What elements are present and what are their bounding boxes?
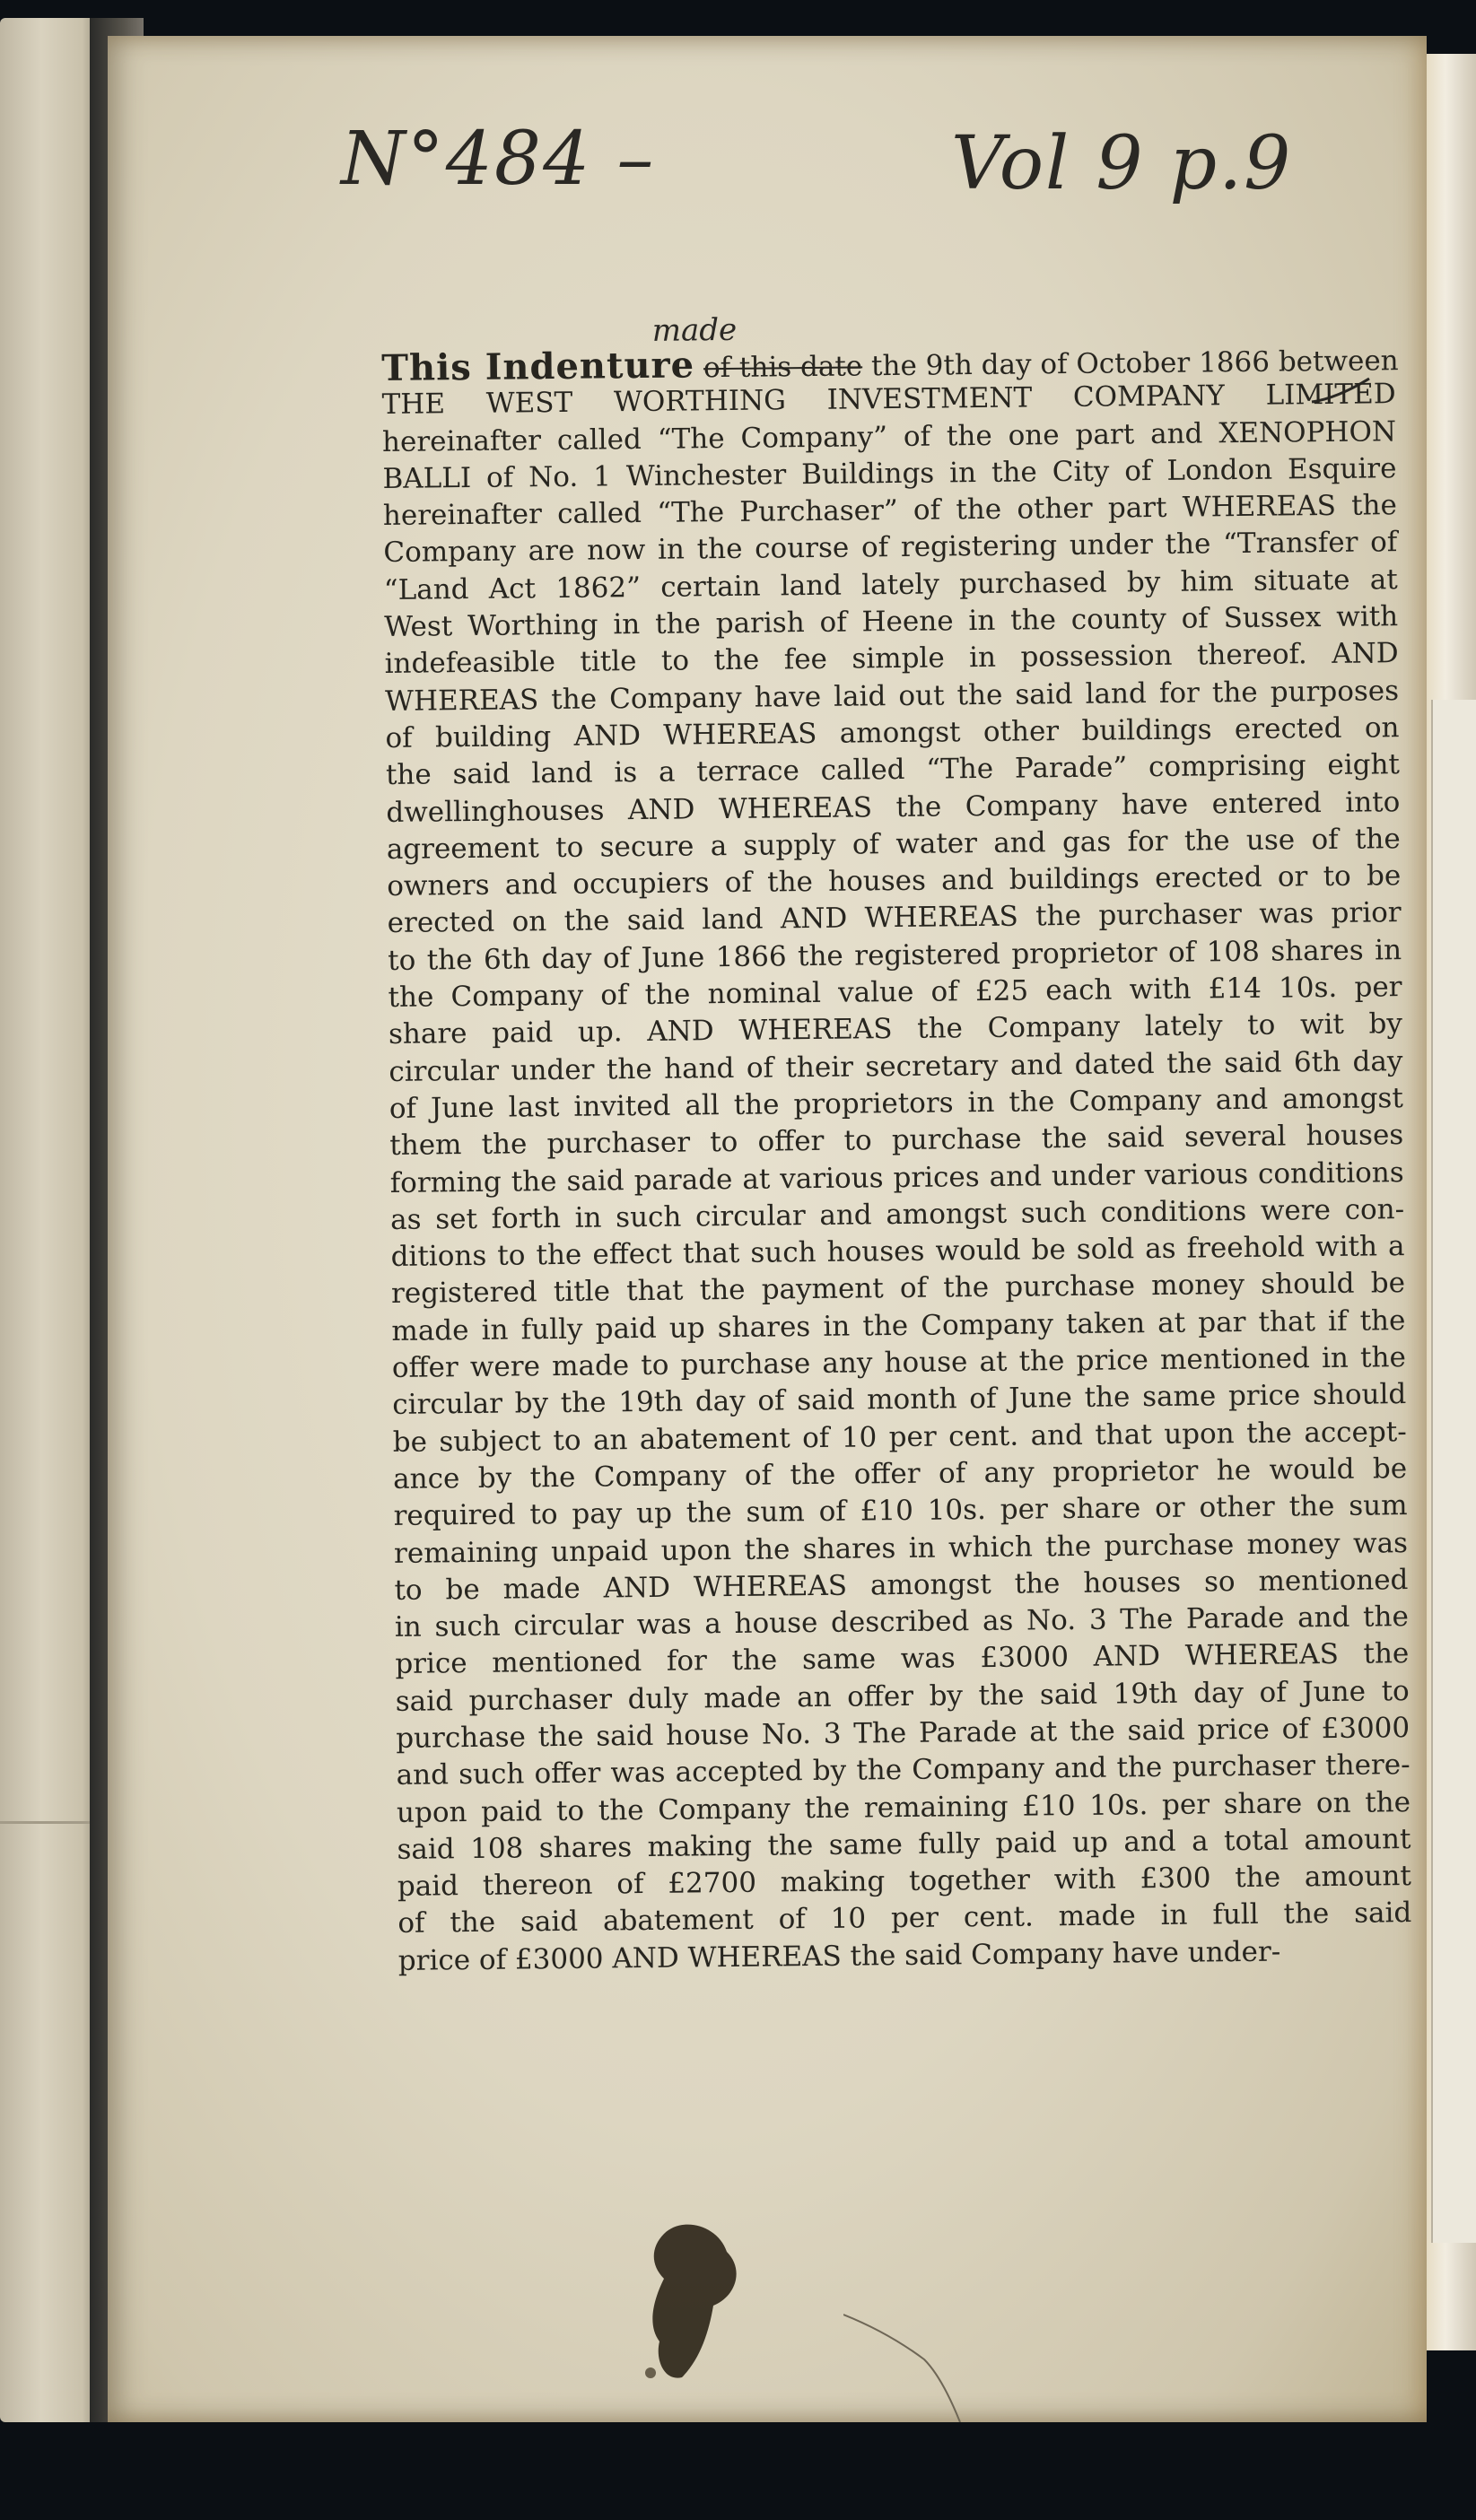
deed-line: as set forth in such circular and amongst such conditions were con-: [389, 1192, 1405, 1236]
handwritten-volume-ref: Vol 9 p.9: [951, 121, 1293, 206]
inserted-word: made: [651, 311, 738, 349]
left-page-fold: [0, 1821, 103, 1824]
deed-line: circular by the 19th day of said month of June the same price should: [392, 1378, 1407, 1422]
deed-line: THE WEST WORTHING INVESTMENT COMPANY LIMITED: [381, 378, 1396, 422]
deed-line: offer were made to purchase any house at the price mentioned in the: [391, 1341, 1407, 1384]
deed-line: be subject to an abatement of 10 per cent. and that upon the accept-: [392, 1415, 1407, 1459]
deed-line: said 108 shares making the same fully paid up and a total amount: [397, 1822, 1411, 1866]
deed-line: owners and occupiers of the houses and buildings erected or to be: [387, 859, 1402, 903]
deed-line: forming the said parade at various prices and under various conditions: [389, 1155, 1404, 1199]
deed-line: share paid up. AND WHEREAS the Company lately to wit by: [388, 1007, 1403, 1051]
deed-line: “Land Act 1862” certain land lately purchased by him situate at: [383, 562, 1398, 606]
deed-line: and such offer was accepted by the Company and the purchaser there-: [396, 1748, 1410, 1792]
deed-line: them the purchaser to offer to purchase the said several houses: [389, 1119, 1404, 1163]
deed-first-line-rest: the 9th day of October 1866 between: [870, 344, 1399, 383]
deed-line: to the 6th day of June 1866 the registered proprietor of 108 shares in: [387, 933, 1402, 977]
deed-line: BALLI of No. 1 Winchester Buildings in the City of London Esquire: [382, 452, 1397, 495]
document-page: [108, 36, 1427, 2422]
deed-lines: [381, 376, 1412, 1980]
deed-line: ditions to the effect that such houses would be sold as freehold with a: [390, 1230, 1405, 1274]
deed-line: hereinafter called “The Company” of the one part and XENOPHON: [381, 414, 1397, 458]
ink-stain: [628, 2216, 754, 2386]
deed-line: of building AND WHEREAS amongst other buildings erected on: [385, 711, 1400, 754]
deed-line: to be made AND WHEREAS amongst the houses so mentioned: [394, 1563, 1409, 1607]
deed-line: the said land is a terrace called “The Parade” comprising eight: [385, 748, 1401, 792]
paper-crease: [843, 2297, 978, 2422]
deed-text: [380, 311, 1412, 1980]
deed-line: in such circular was a house described as No. 3 The Parade and the: [394, 1600, 1410, 1644]
deed-line: registered title that the payment of the purchase money should be: [390, 1267, 1406, 1311]
deed-line: the Company of the nominal value of £25 each with £14 10s. per: [388, 971, 1402, 1015]
struck-text: of this date: [703, 350, 863, 385]
deed-line: upon paid to the Company the remaining £10 10s. per share on the: [396, 1785, 1411, 1829]
deed-line: price mentioned for the same was £3000 AND WHEREAS the: [395, 1637, 1410, 1681]
handwritten-ref-number: N°484 –: [341, 117, 656, 202]
inserted-slip-edge: [1431, 700, 1476, 2243]
deed-line: indefeasible title to the fee simple in possession thereof. AND: [384, 637, 1399, 681]
deed-line: hereinafter called “The Purchaser” of the other part WHEREAS the: [382, 489, 1398, 533]
deed-line: erected on the said land AND WHEREAS the purchaser was prior: [387, 896, 1402, 940]
deed-line: of June last invited all the proprietors in the Company and amongst: [389, 1082, 1403, 1125]
deed-line: paid thereon of £2700 making together with £300 the amount: [397, 1860, 1412, 1904]
deed-line: required to pay up the sum of £10 10s. per share or other the sum: [393, 1489, 1408, 1533]
deed-line: of the said abatement of 10 per cent. made in full the said: [397, 1897, 1412, 1940]
deed-line: remaining unpaid upon the shares in which the purchase money was: [393, 1526, 1409, 1570]
deed-line: agreement to secure a supply of water and gas for the use of the: [386, 822, 1401, 866]
deed-line: West Worthing in the parish of Heene in the county of Sussex with: [384, 600, 1399, 644]
deed-heading: This Indenture: [380, 344, 695, 389]
deed-line: Company are now in the course of registering under the “Transfer of: [383, 526, 1398, 570]
deed-line: WHEREAS the Company have laid out the said land for the purposes: [384, 674, 1400, 718]
deed-line: purchase the said house No. 3 The Parade at the said price of £3000: [396, 1712, 1410, 1755]
deed-line: said purchaser duly made an offer by the said 19th day of June to: [395, 1674, 1410, 1718]
deed-line: circular under the hand of their secretary and dated the said 6th day: [389, 1044, 1403, 1088]
deed-line: made in fully paid up shares in the Company taken at par that if the: [391, 1304, 1406, 1347]
left-facing-page: [0, 18, 103, 2422]
deed-line: price of £3000 AND WHEREAS the said Company have under-: [397, 1935, 1281, 1977]
deed-line: dwellinghouses AND WHEREAS the Company have entered into: [386, 785, 1401, 829]
deed-line: ance by the Company of the offer of any proprietor he would be: [392, 1452, 1408, 1495]
